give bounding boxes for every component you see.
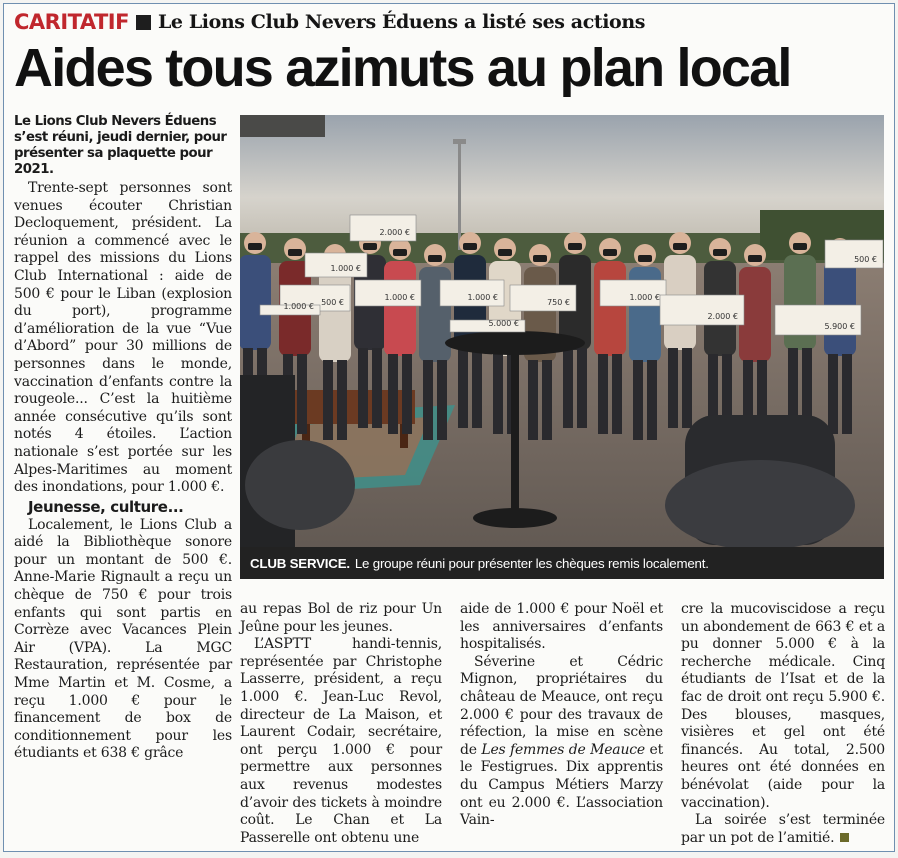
cheque <box>775 305 861 335</box>
kicker-square-icon <box>136 15 151 30</box>
text-run: Séverine et Cédric Mignon, propriétaires du château de Meauce, ont reçu 2.000 € pour des travaux de réfection, la mise en scène de <box>460 653 663 758</box>
article-lead: Le Lions Club Nevers Éduens s’est réuni, jeudi dernier, pour présenter sa plaquette pour 2021. <box>14 114 227 177</box>
newspaper-page <box>3 3 895 852</box>
cheque-amount: 500 € <box>854 255 877 264</box>
caption-text: Le groupe réuni pour présenter les chèques remis localement. <box>354 555 709 571</box>
cheque <box>660 295 744 325</box>
cheque <box>355 280 421 306</box>
text-run: et le Festigrues. Dix apprentis du Campus Métiers Marzy ont eu 2.000 €. L’association Vain- <box>460 741 663 829</box>
cheque-amount: 750 € <box>547 298 570 307</box>
cheque-amount: 2.000 € <box>379 228 410 237</box>
cheque-amount: 5.900 € <box>824 322 855 331</box>
article-paragraph: aide de 1.000 € pour Noël et les anniversaires d’enfants hospitalisés. <box>460 601 663 653</box>
kicker-subtitle: Le Lions Club Nevers Éduens a listé ses actions <box>157 11 646 33</box>
caption-label: CLUB SERVICE. <box>250 555 350 571</box>
cheque <box>600 280 666 306</box>
cheque-amount: 5.000 € <box>488 319 519 328</box>
article-paragraph <box>460 654 663 830</box>
cheque <box>440 280 504 306</box>
show-title: Les femmes de Meauce <box>481 741 645 758</box>
article-paragraph: Trente-sept personnes sont venues écouter Christian Decloquement, président. La réunion a commencé avec le rappel des missions du Lions Club International : aide de 500 € pour le Liban (explosion du port), programme d’amélioration de la vue “Vue d’Abord” pour 30 millions de personnes dans le monde, vaccination d’enfants contre la rougeole... C’est la huitième année consécutive qu’ils sont notés 4 étoiles. L’action nationale s’est portée sur les Alpes-Maritimes au moment des inondations, pour 1.000 €. <box>14 180 232 496</box>
category-label: CARITATIF <box>14 10 129 34</box>
headline: Aides tous azimuts au plan local <box>14 38 791 98</box>
cheque <box>350 215 416 241</box>
article-paragraph: au repas Bol de riz pour Un Jeûne pour les jeunes. <box>240 601 442 635</box>
article-paragraph: Localement, le Lions Club a aidé la Bibliothèque sonore pour un montant de 500 €. Anne-Marie Rignault a reçu un chèque de 750 € pour trois enfants qui sont partis en Corrèze avec Vacances Plein Air (VPA). La MGC Restauration, représentée par Mme Martin et M. Cosme, a reçu 1.000 € pour le financement de box de conditionnement pour les étudiants et 638 € grâce <box>14 516 232 762</box>
article-paragraph: L’ASPTT handi-tennis, représentée par Christophe Lasserre, président, a reçu 1.000 €. Jean-Luc Revol, directeur de La Maison, et Laurent Codair, secrétaire, ont perçu 1.000 € pour permettre aux personnes aux revenus modestes d’avoir des tickets à moindre coût. Le Chan et La Passerelle ont obtenu une <box>240 636 442 846</box>
article-column-3 <box>460 601 663 830</box>
cheque <box>510 285 576 311</box>
text-run: La soirée s’est terminée par un pot de l’amitié. <box>681 812 885 846</box>
cheque-amount: 1.000 € <box>467 293 498 302</box>
cheque-amount: 2.000 € <box>707 312 738 321</box>
photo-illustration <box>240 115 884 579</box>
cheque-amount: 1.000 € <box>283 302 314 311</box>
group-photo <box>240 115 884 579</box>
cheque-amount: 1.000 € <box>384 293 415 302</box>
article-subheading: Jeunesse, culture... <box>28 497 184 516</box>
article-column-1 <box>14 114 232 763</box>
cheque-amount: 1.000 € <box>330 264 361 273</box>
kicker <box>14 8 645 36</box>
cheque <box>825 240 883 268</box>
end-of-article-icon <box>840 833 849 842</box>
photo-caption <box>240 547 884 579</box>
article-paragraph: cre la mucoviscidose a reçu un abondement de 663 € et a pu donner 5.000 € à la recherche médicale. Cinq étudiants de l’Isat et de la fac de droit ont reçu 5.900 €. Des blouses, masques, visières et gel ont été financés. Au total, 2.500 heures ont été données en bénévolat (aide pour la vaccination). <box>681 601 885 811</box>
article-column-2 <box>240 601 442 847</box>
cheque-amount: 1.000 € <box>629 293 660 302</box>
cheque-amount: 500 € <box>321 298 344 307</box>
cheque <box>450 319 525 332</box>
article-paragraph <box>681 812 885 847</box>
article-column-4 <box>681 601 885 847</box>
cheque <box>305 253 367 277</box>
